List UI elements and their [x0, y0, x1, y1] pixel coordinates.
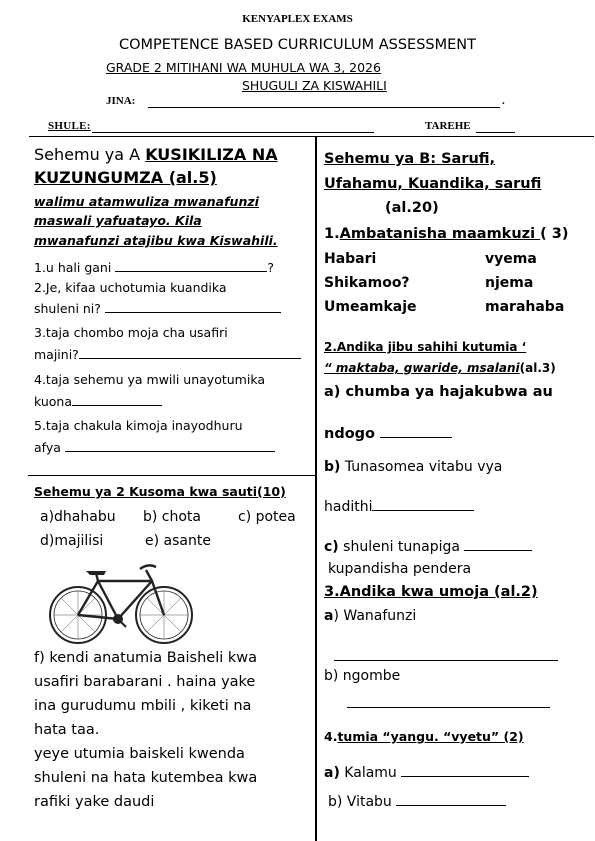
question-3b: b) ngombe: [324, 668, 401, 684]
section-b-heading-line2: Ufahamu, Kuandika, sarufi: [324, 176, 542, 192]
question-2b-cont: hadithi: [324, 498, 474, 515]
subject-line: SHUGULI ZA KISWAHILI: [242, 78, 387, 93]
question-2a: a) chumba ya hajakubwa au: [324, 384, 553, 400]
story-line: rafiki yake daudi: [34, 794, 155, 810]
story-line: hata taa.: [34, 722, 100, 738]
story-line: shuleni na hata kutembea kwa: [34, 770, 258, 786]
question-2-heading: 2.Andika jibu sahihi kutumia ‘: [324, 340, 527, 354]
answer-blank[interactable]: [401, 764, 529, 777]
answer-blank[interactable]: [115, 259, 267, 272]
question-1-heading: 1.Ambatanisha maamkuzi ( 3): [324, 226, 569, 242]
question-3a: a) Wanafunzi: [324, 608, 417, 624]
section-2-heading: Sehemu ya 2 Kusoma kwa sauti(10): [34, 484, 286, 499]
school-line[interactable]: [92, 132, 374, 133]
question-2a-cont: ndogo: [324, 425, 452, 442]
story-line: ina gurudumu mbili , kiketi na: [34, 698, 252, 714]
question-4-cont: kuona: [34, 393, 162, 409]
section-b-marks: (al.20): [385, 200, 439, 216]
assessment-title: COMPETENCE BASED CURRICULUM ASSESSMENT: [119, 37, 476, 53]
name-dot: .: [502, 95, 505, 107]
question-4a: a) Kalamu: [324, 764, 529, 781]
reading-word: b) chota: [143, 509, 202, 525]
answer-blank[interactable]: [380, 425, 452, 438]
match-left: Habari: [324, 251, 377, 267]
question-4b: b) Vitabu: [328, 793, 506, 810]
question-3-heading: 3.Andika kwa umoja (al.2): [324, 584, 538, 600]
match-left: Shikamoo?: [324, 275, 410, 291]
answer-blank[interactable]: [79, 346, 301, 359]
match-right: vyema: [485, 251, 537, 267]
question-3-cont: majini?: [34, 346, 301, 362]
instruction-line: mwanafunzi atajibu kwa Kiswahili.: [34, 233, 278, 248]
match-left: Umeamkaje: [324, 299, 417, 315]
question-3: 3.taja chombo moja cha usafiri: [34, 325, 228, 340]
story-line: yeye utumia baiskeli kwenda: [34, 746, 245, 762]
question-2b: b) Tunasomea vitabu vya: [324, 459, 503, 475]
story-line: usafiri barabarani . haina yake: [34, 674, 256, 690]
answer-blank[interactable]: [396, 793, 506, 806]
question-2c: c) shuleni tunapiga: [324, 538, 532, 555]
reading-word: a)dhahabu: [40, 509, 116, 525]
question-2-heading-line2: “ maktaba, gwaride, msalani(al.3): [324, 361, 556, 375]
question-4-heading: 4.tumia “yangu. “vyetu” (2): [324, 729, 524, 744]
reading-word: e) asante: [145, 533, 211, 549]
column-divider: [315, 136, 317, 841]
reading-word: c) potea: [238, 509, 296, 525]
section-a-heading: Sehemu ya A KUSIKILIZA NA: [34, 145, 278, 164]
question-4: 4.taja sehemu ya mwili unayotumika: [34, 372, 266, 387]
answer-blank[interactable]: [72, 393, 162, 406]
story-line: f) kendi anatumia Baisheli kwa: [34, 650, 258, 666]
left-section-divider: [28, 475, 315, 476]
answer-blank[interactable]: [464, 538, 532, 551]
grade-line: GRADE 2 MITIHANI WA MUHULA WA 3, 2026: [106, 60, 381, 75]
question-2-cont: shuleni ni?: [34, 300, 281, 316]
instruction-line: maswali yafuatayo. Kila: [34, 213, 202, 228]
date-label: TAREHE: [425, 120, 471, 132]
answer-blank[interactable]: [372, 498, 474, 511]
section-b-heading: Sehemu ya B: Sarufi,: [324, 151, 496, 167]
name-line[interactable]: [148, 107, 500, 108]
answer-blank[interactable]: [105, 300, 281, 313]
answer-blank[interactable]: [65, 439, 275, 452]
answer-line[interactable]: [347, 707, 550, 708]
reading-word: d)majilisi: [40, 533, 104, 549]
top-rule: [29, 136, 594, 137]
answer-line[interactable]: [334, 660, 558, 661]
date-line[interactable]: [476, 132, 515, 133]
instruction-line: walimu atamwuliza mwanafunzi: [34, 194, 259, 209]
question-2c-cont: kupandisha pendera: [328, 561, 472, 577]
question-2: 2.Je, kifaa uchotumia kuandika: [34, 280, 227, 295]
bicycle-image: [46, 557, 196, 649]
question-5: 5.taja chakula kimoja inayodhuru: [34, 418, 243, 433]
match-right: marahaba: [485, 299, 565, 315]
question-1: 1.u hali gani ?: [34, 260, 274, 275]
name-label: JINA:: [106, 95, 136, 107]
section-a-heading-line2: KUZUNGUMZA (al.5): [34, 168, 217, 187]
org-name: KENYAPLEX EXAMS: [242, 13, 353, 25]
school-label: SHULE:: [48, 120, 91, 132]
question-5-cont: afya: [34, 439, 275, 455]
match-right: njema: [485, 275, 534, 291]
